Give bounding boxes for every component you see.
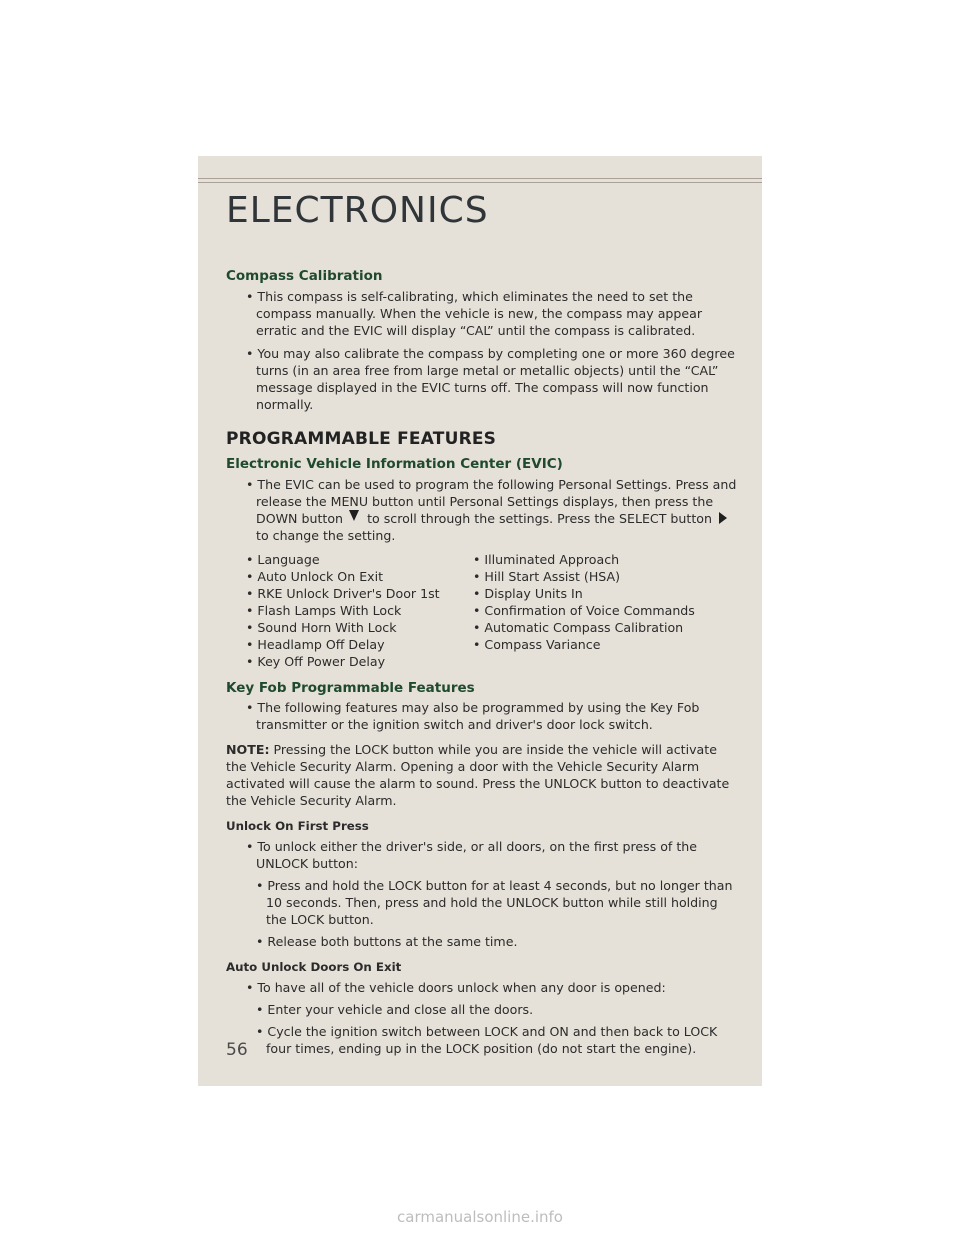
manual-page	[198, 156, 762, 1086]
setting-item: • Compass Variance	[473, 637, 601, 652]
setting-item: • Flash Lamps With Lock	[246, 603, 402, 618]
setting-item: • Display Units In	[473, 586, 583, 601]
note-text: Pressing the LOCK button while you are inside the vehicle will activate the Vehicle Security Alarm. Opening a door with the Vehicle Security Alarm activated will cause the alarm to sound. Press the UNLOCK button to deactivate the Vehicle Security Alarm.	[226, 742, 730, 808]
setting-item: • Automatic Compass Calibration	[473, 620, 684, 635]
key-fob-bullet: • The following features may also be programmed by using the Key Fob transmitter or the ignition switch and driver's door lock switch.	[246, 700, 700, 732]
top-rule	[198, 178, 762, 179]
evic-heading: Electronic Vehicle Information Center (EVIC)	[226, 456, 563, 472]
select-arrow-icon	[719, 512, 727, 524]
page-number: 56	[226, 1040, 248, 1060]
note-paragraph	[226, 741, 738, 809]
setting-item: • RKE Unlock Driver's Door 1st	[246, 586, 440, 601]
auto-unlock-heading: Auto Unlock Doors On Exit	[226, 960, 402, 974]
settings-left-column	[246, 551, 473, 670]
top-rule-secondary	[198, 182, 762, 183]
compass-bullet-1: • This compass is self-calibrating, which eliminates the need to set the compass manually. When the vehicle is new, the compass may appear erratic and the EVIC will display “CAL” until the compass is calibrated.	[246, 289, 703, 338]
unlock-first-sub-1: • Press and hold the LOCK button for at least 4 seconds, but no longer than 10 seconds. Then, press and hold the UNLOCK button while still holding the LOCK button.	[256, 878, 733, 927]
evic-text-part-2: to scroll through the settings. Press the SELECT button	[367, 511, 712, 526]
setting-item: • Headlamp Off Delay	[246, 637, 385, 652]
unlock-first-sub-2: • Release both buttons at the same time.	[256, 934, 518, 949]
setting-item: • Illuminated Approach	[473, 552, 620, 567]
setting-item: • Hill Start Assist (HSA)	[473, 569, 621, 584]
page-content	[226, 268, 738, 1057]
setting-item: • Auto Unlock On Exit	[246, 569, 384, 584]
setting-item: • Key Off Power Delay	[246, 654, 386, 669]
evic-text-part-3: to change the setting.	[256, 528, 396, 543]
unlock-first-bullet: • To unlock either the driver's side, or all doors, on the first press of the UNLOCK button:	[246, 839, 698, 871]
note-label: NOTE:	[226, 742, 270, 757]
evic-bullet	[226, 476, 738, 544]
down-arrow-icon	[349, 510, 359, 521]
compass-bullet-2: • You may also calibrate the compass by completing one or more 360 degree turns (in an area free from large metal or metallic objects) until the “CAL” message displayed in the EVIC turns off. The compass will now function normally.	[246, 346, 735, 412]
settings-list	[246, 551, 738, 670]
settings-right-column	[473, 551, 700, 670]
compass-calibration-heading: Compass Calibration	[226, 268, 383, 284]
setting-item: • Sound Horn With Lock	[246, 620, 397, 635]
auto-unlock-sub-1: • Enter your vehicle and close all the doors.	[256, 1002, 534, 1017]
evic-text-part-1: • The EVIC can be used to program the following Personal Settings. Press and release the MENU button until Personal Settings displays, then press the DOWN button	[246, 477, 737, 526]
key-fob-heading: Key Fob Programmable Features	[226, 680, 475, 696]
auto-unlock-bullet: • To have all of the vehicle doors unlock when any door is opened:	[246, 980, 666, 995]
watermark-text: carmanualsonline.info	[397, 1208, 563, 1226]
auto-unlock-sub-2: • Cycle the ignition switch between LOCK and ON and then back to LOCK four times, ending up in the LOCK position (do not start the engine).	[256, 1024, 718, 1056]
programmable-features-heading: PROGRAMMABLE FEATURES	[226, 429, 497, 449]
setting-item: • Confirmation of Voice Commands	[473, 603, 695, 618]
section-title: ELECTRONICS	[226, 190, 489, 231]
setting-item: • Language	[246, 552, 320, 567]
unlock-first-press-heading: Unlock On First Press	[226, 819, 369, 833]
